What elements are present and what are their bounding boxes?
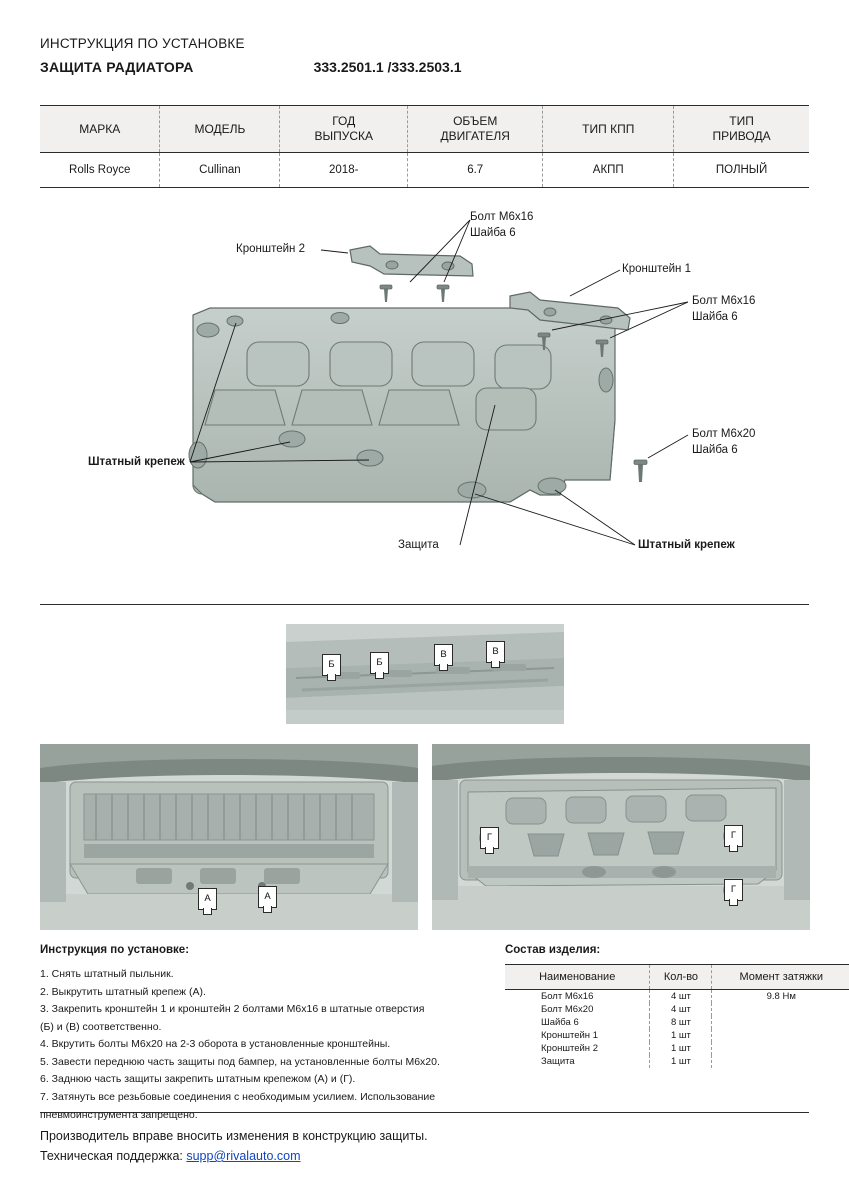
instruction-step: 3. Закрепить кронштейн 1 и кронштейн 2 болтами М6х16 в штатные отверстия	[40, 1003, 425, 1016]
callout-g-2: Г	[724, 825, 743, 847]
document-header	[40, 36, 809, 75]
spec-header-gearbox: ТИП КПП	[543, 106, 674, 153]
spec-header-year: ГОД ВЫПУСКА	[280, 106, 408, 153]
instruction-step: (Б) и (В) соответственно.	[40, 1020, 162, 1033]
spec-value-model: Cullinan	[160, 153, 280, 188]
table-row	[505, 1016, 849, 1029]
divider-bottom	[40, 1112, 809, 1113]
header-subtitle: ИНСТРУКЦИЯ ПО УСТАНОВКЕ	[40, 36, 245, 51]
part-name: Кронштейн 1	[541, 1030, 598, 1041]
callout-g-1: Г	[480, 827, 499, 849]
document-footer	[40, 1126, 809, 1166]
footer-support-label: Техническая поддержка:	[40, 1149, 183, 1163]
table-row	[505, 1003, 849, 1016]
photo-after-install	[432, 744, 810, 930]
part-qty: 1 шт	[650, 1055, 712, 1068]
vehicle-spec-table	[40, 105, 809, 188]
callout-v-2: В	[486, 641, 505, 663]
instructions-list	[40, 966, 490, 1123]
bolt-icons-bracket2	[380, 285, 449, 302]
footer-support	[40, 1146, 809, 1166]
part-torque: 9.8 Нм	[712, 990, 849, 1004]
label-bolt-m6x16-top: Болт М6х16 Шайба 6	[470, 211, 534, 239]
parts-header-qty: Кол-во	[650, 965, 712, 990]
spec-value-brand: Rolls Royce	[40, 153, 160, 188]
part-qty: 1 шт	[650, 1029, 712, 1042]
label-bracket-2: Кронштейн 2	[236, 243, 305, 255]
label-bolt-m6x16-right: Болт М6х16 Шайба 6	[692, 295, 756, 323]
table-header-row	[40, 106, 809, 153]
spec-header-engine: ОБЪЕМ ДВИГАТЕЛЯ	[408, 106, 543, 153]
part-name: Болт М6х16	[541, 991, 594, 1002]
parts-title: Состав изделия:	[505, 944, 601, 956]
photo-underbody-overview	[286, 624, 564, 724]
table-row	[505, 1055, 849, 1068]
divider-top	[40, 604, 809, 605]
callout-a-1: А	[198, 888, 217, 910]
callout-v-1: В	[434, 644, 453, 666]
part-name: Болт М6х20	[541, 1004, 594, 1015]
part-torque	[712, 1042, 849, 1055]
table-row	[40, 153, 809, 188]
instruction-step: 6. Заднюю часть защиты закрепить штатным крепежом (А) и (Г).	[40, 1073, 356, 1086]
part-name: Шайба 6	[541, 1017, 579, 1028]
table-row	[505, 1029, 849, 1042]
part-name: Защита	[541, 1056, 575, 1067]
parts-header-torque: Момент затяжки	[712, 965, 849, 990]
instruction-step: 4. Вкрутить болты М6х20 на 2-3 оборота в установленные кронштейны.	[40, 1038, 391, 1051]
exploded-assembly-diagram	[40, 190, 809, 600]
table-row	[505, 990, 849, 1004]
shield-plate	[189, 308, 615, 502]
part-torque	[712, 1016, 849, 1029]
part-qty: 8 шт	[650, 1016, 712, 1029]
page-title: ЗАЩИТА РАДИАТОРА	[40, 59, 194, 75]
spec-value-gearbox: АКПП	[543, 153, 674, 188]
footer-disclaimer: Производитель вправе вносить изменения в конструкцию защиты.	[40, 1129, 428, 1143]
instruction-step: 2. Выкрутить штатный крепеж (А).	[40, 985, 206, 998]
callout-g-3: Г	[724, 879, 743, 901]
photo-before-svg	[40, 744, 418, 930]
bracket-2-part	[350, 246, 473, 276]
parts-table	[505, 964, 849, 1068]
part-name: Кронштейн 2	[541, 1043, 598, 1054]
parts-list-section	[505, 944, 849, 1068]
label-shield: Защита	[398, 539, 439, 551]
support-email-link[interactable]: supp@rivalauto.com	[186, 1149, 301, 1163]
label-stock-fasteners-left: Штатный крепеж	[88, 456, 185, 468]
callout-b-1: Б	[322, 654, 341, 676]
installation-instructions	[40, 944, 490, 1124]
callout-a-2: А	[258, 886, 277, 908]
table-header-row	[505, 965, 849, 990]
photo-before-install	[40, 744, 418, 930]
instruction-step: пневмоинструмента запрещено.	[40, 1108, 198, 1121]
parts-header-name: Наименование	[505, 965, 650, 990]
callout-b-2: Б	[370, 652, 389, 674]
part-torque	[712, 1003, 849, 1016]
bolt-m6x20-icon	[634, 460, 647, 482]
instruction-step: 5. Завести переднюю часть защиты под бампер, на установленные болты М6х20.	[40, 1055, 440, 1068]
instruction-step: 1. Снять штатный пыльник.	[40, 968, 174, 980]
instruction-step: 7. Затянуть все резьбовые соединения с необходимым усилием. Использование	[40, 1091, 436, 1104]
spec-header-model: МОДЕЛЬ	[160, 106, 280, 153]
label-bracket-1: Кронштейн 1	[622, 263, 691, 275]
spec-value-year: 2018-	[280, 153, 408, 188]
part-qty: 4 шт	[650, 1003, 712, 1016]
product-codes: 333.2501.1 /333.2503.1	[313, 59, 462, 75]
spec-header-brand: МАРКА	[40, 106, 160, 153]
table-row	[505, 1042, 849, 1055]
spec-value-drive: ПОЛНЫЙ	[674, 153, 809, 188]
label-bolt-m6x20: Болт М6х20 Шайба 6	[692, 428, 756, 456]
part-qty: 1 шт	[650, 1042, 712, 1055]
instructions-title: Инструкция по установке:	[40, 944, 190, 956]
label-stock-fasteners-right: Штатный крепеж	[638, 539, 735, 551]
part-torque	[712, 1029, 849, 1042]
part-qty: 4 шт	[650, 990, 712, 1004]
part-torque	[712, 1055, 849, 1068]
spec-header-drive: ТИП ПРИВОДА	[674, 106, 809, 153]
spec-value-engine: 6.7	[408, 153, 543, 188]
